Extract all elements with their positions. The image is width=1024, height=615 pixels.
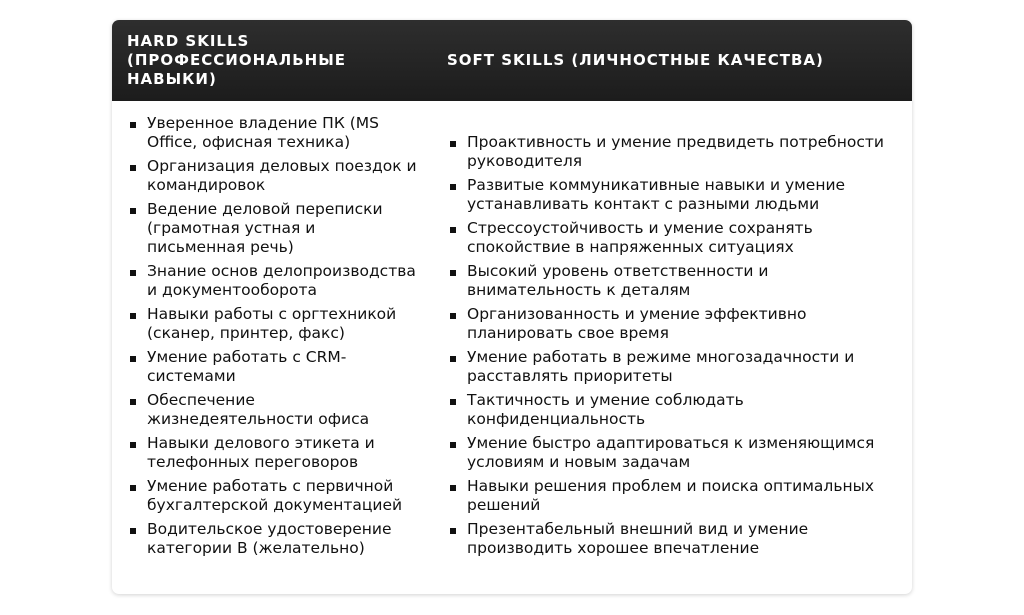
list-item	[127, 262, 417, 300]
soft-skill-text: Высокий уровень ответственности и внимательность к деталям	[467, 262, 769, 299]
square-bullet-icon	[130, 165, 136, 171]
square-bullet-icon	[130, 270, 136, 276]
soft-skill-text: Навыки решения проблем и поиска оптимальных решений	[467, 477, 875, 514]
hard-skill-text: Умение работать с CRM-системами	[147, 348, 347, 385]
square-bullet-icon	[450, 313, 456, 319]
square-bullet-icon	[450, 141, 456, 147]
list-item	[127, 305, 417, 343]
square-bullet-icon	[450, 399, 456, 405]
hard-skill-text: Уверенное владение ПК (MS Office, офисная техника)	[147, 114, 380, 151]
list-item	[447, 176, 897, 214]
list-item	[127, 391, 417, 429]
hard-skill-text: Навыки делового этикета и телефонных переговоров	[147, 434, 375, 471]
square-bullet-icon	[130, 485, 136, 491]
table-header	[112, 20, 912, 101]
square-bullet-icon	[450, 356, 456, 362]
list-item	[127, 520, 417, 558]
hard-skill-text: Умение работать с первичной бухгалтерской документацией	[147, 477, 403, 514]
square-bullet-icon	[130, 122, 136, 128]
square-bullet-icon	[130, 528, 136, 534]
hard-skill-text: Водительское удостоверение категории B (желательно)	[147, 520, 392, 557]
list-item	[127, 348, 417, 386]
hard-skill-text: Обеспечение жизнедеятельности офиса	[147, 391, 370, 428]
soft-skill-text: Тактичность и умение соблюдать конфиденциальность	[467, 391, 744, 428]
list-item	[127, 434, 417, 472]
list-item	[447, 305, 897, 343]
list-item	[127, 157, 417, 195]
square-bullet-icon	[450, 528, 456, 534]
list-item	[447, 477, 897, 515]
soft-skill-text: Умение работать в режиме многозадачности и расставлять приоритеты	[467, 348, 855, 385]
list-item	[127, 114, 417, 152]
square-bullet-icon	[130, 399, 136, 405]
list-item	[447, 348, 897, 386]
soft-skill-text: Презентабельный внешний вид и умение производить хорошее впечатление	[467, 520, 809, 557]
soft-skills-heading: SOFT SKILLS (ЛИЧНОСТНЫЕ КАЧЕСТВА)	[447, 51, 824, 69]
list-item	[447, 391, 897, 429]
hard-skill-text: Знание основ делопроизводства и документооборота	[147, 262, 416, 299]
square-bullet-icon	[130, 356, 136, 362]
list-item	[447, 434, 897, 472]
list-item	[447, 219, 897, 257]
hard-skill-text: Организация деловых поездок и командировок	[147, 157, 417, 194]
square-bullet-icon	[130, 208, 136, 214]
soft-skill-text: Стрессоустойчивость и умение сохранять спокойствие в напряженных ситуациях	[467, 219, 813, 256]
list-item	[127, 200, 417, 257]
list-item	[447, 262, 897, 300]
hard-skill-text: Навыки работы с оргтехникой (сканер, принтер, факс)	[147, 305, 397, 342]
list-item	[127, 477, 417, 515]
square-bullet-icon	[450, 485, 456, 491]
square-bullet-icon	[450, 442, 456, 448]
soft-skill-text: Развитые коммуникативные навыки и умение устанавливать контакт с разными людьми	[467, 176, 846, 213]
hard-skill-text: Ведение деловой переписки (грамотная устная и письменная речь)	[147, 200, 383, 256]
soft-skills-list	[447, 133, 897, 563]
soft-skill-text: Организованность и умение эффективно планировать свое время	[467, 305, 807, 342]
soft-skill-text: Умение быстро адаптироваться к изменяющимся условиям и новым задачам	[467, 434, 875, 471]
hard-skills-list	[127, 114, 417, 563]
square-bullet-icon	[130, 313, 136, 319]
square-bullet-icon	[130, 442, 136, 448]
soft-skill-text: Проактивность и умение предвидеть потребности руководителя	[467, 133, 884, 170]
square-bullet-icon	[450, 227, 456, 233]
square-bullet-icon	[450, 184, 456, 190]
hard-skills-heading: HARD SKILLS (ПРОФЕССИОНАЛЬНЫЕ НАВЫКИ)	[127, 32, 346, 88]
list-item	[447, 520, 897, 558]
skills-table	[112, 20, 912, 594]
list-item	[447, 133, 897, 171]
square-bullet-icon	[450, 270, 456, 276]
